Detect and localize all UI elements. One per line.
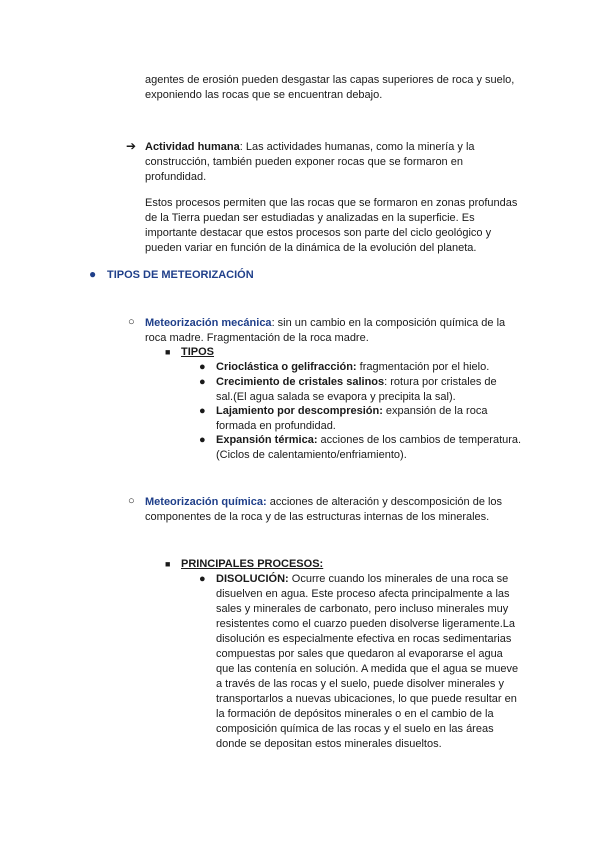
mechanical-item <box>145 316 505 346</box>
dissolution-line: donde se depositan estos minerales disueltos. <box>216 738 442 750</box>
dissolution-text: Ocurre cuando los minerales de una roca se <box>288 573 509 585</box>
intro-paragraph <box>145 73 514 103</box>
dissolution-item <box>216 572 518 752</box>
human-activity-line: profundidad. <box>145 171 207 183</box>
bullet-icon: ● <box>199 405 206 417</box>
type-term: Lajamiento por descompresión: <box>216 405 383 417</box>
mechanical-term: Meteorización mecánica <box>145 317 272 329</box>
processes-label: PRINCIPALES PROCESOS: <box>181 558 324 570</box>
type-text: fragmentación por el hielo. <box>356 361 490 373</box>
intro-line: exponiendo las rocas que se encuentran debajo. <box>145 89 383 101</box>
bullet-icon: ● <box>199 376 206 388</box>
type-text: : rotura por cristales de <box>384 376 497 388</box>
summary-line: importante destacar que estos procesos son parte del ciclo geológico y <box>145 227 492 239</box>
chemical-term: Meteorización química: <box>145 496 267 508</box>
arrow-icon: ➔ <box>126 139 137 153</box>
mechanical-text: : sin un cambio en la composición química de la <box>271 317 506 329</box>
circle-bullet-icon: ○ <box>128 495 135 507</box>
section-heading: TIPOS DE METEORIZACIÓN <box>107 269 254 281</box>
human-activity-line: construcción, también pueden exponer rocas que se formaron en <box>145 156 463 168</box>
chemical-item <box>145 495 502 525</box>
type-text: acciones de los cambios de temperatura. <box>317 434 522 446</box>
type-item <box>216 404 487 434</box>
types-label: TIPOS <box>181 346 215 358</box>
human-activity-term: Actividad humana <box>145 141 240 153</box>
dissolution-line: disolución es especialmente efectiva en rocas sedimentarias <box>216 633 512 645</box>
square-bullet-icon: ■ <box>165 347 171 357</box>
chemical-line: componentes de la roca y de las estructuras internas de los minerales. <box>145 511 490 523</box>
type-text-line: sal.(El agua salada se evapora y precipita la sal). <box>216 391 456 403</box>
summary-paragraph <box>145 196 517 256</box>
summary-line: pueden variar en función de la dinámica de la evolución del planeta. <box>145 242 477 254</box>
dissolution-line: resistentes como el cuarzo pueden disolverse ligeramente.La <box>216 618 515 630</box>
bullet-icon: ● <box>89 267 97 281</box>
dissolution-line: disuelven en agua. Este proceso afecta principalmente a las <box>216 588 510 600</box>
dissolution-line: transportarlos a nuevas ubicaciones, lo que puede resultar en <box>216 693 517 705</box>
dissolution-term: DISOLUCIÓN: <box>216 573 289 585</box>
dissolution-line: que las contenía en solución. A medida que el agua se mueve <box>216 663 519 675</box>
type-text-line: formada en profundidad. <box>216 420 336 432</box>
type-item <box>216 360 489 375</box>
type-item <box>216 433 521 463</box>
dissolution-line: compuestas por sales que quedaron al evaporarse el agua <box>216 648 503 660</box>
dissolution-line: la formación de depósitos minerales o en el cambio de la <box>216 708 494 720</box>
square-bullet-icon: ■ <box>165 559 171 569</box>
circle-bullet-icon: ○ <box>128 316 135 328</box>
type-term: Crioclástica o gelifracción: <box>216 361 357 373</box>
dissolution-line: composición química de las rocas y el suelo en las áreas <box>216 723 494 735</box>
bullet-icon: ● <box>199 361 206 373</box>
dissolution-line: a través de las rocas y el suelo, puede disolver minerales y <box>216 678 504 690</box>
dissolution-line: sales y minerales de carbonato, pero incluso minerales muy <box>216 603 509 615</box>
human-activity-item <box>145 140 475 185</box>
summary-line: de la Tierra puedan ser estudiadas y analizadas en la superficie. Es <box>145 212 475 224</box>
type-term: Expansión térmica: <box>216 434 318 446</box>
summary-line: Estos procesos permiten que las rocas que se formaron en zonas profundas <box>145 197 518 209</box>
chemical-text: acciones de alteración y descomposición de los <box>266 496 503 508</box>
intro-line: agentes de erosión pueden desgastar las capas superiores de roca y suelo, <box>145 74 515 86</box>
type-text-line: (Ciclos de calentamiento/enfriamiento). <box>216 449 407 461</box>
type-item <box>216 375 497 405</box>
bullet-icon: ● <box>199 434 206 446</box>
type-text: expansión de la roca <box>382 405 488 417</box>
type-term: Crecimiento de cristales salinos <box>216 376 385 388</box>
mechanical-line: roca madre. Fragmentación de la roca madre. <box>145 332 369 344</box>
human-activity-text: : Las actividades humanas, como la minería y la <box>239 141 475 153</box>
bullet-icon: ● <box>199 573 206 585</box>
